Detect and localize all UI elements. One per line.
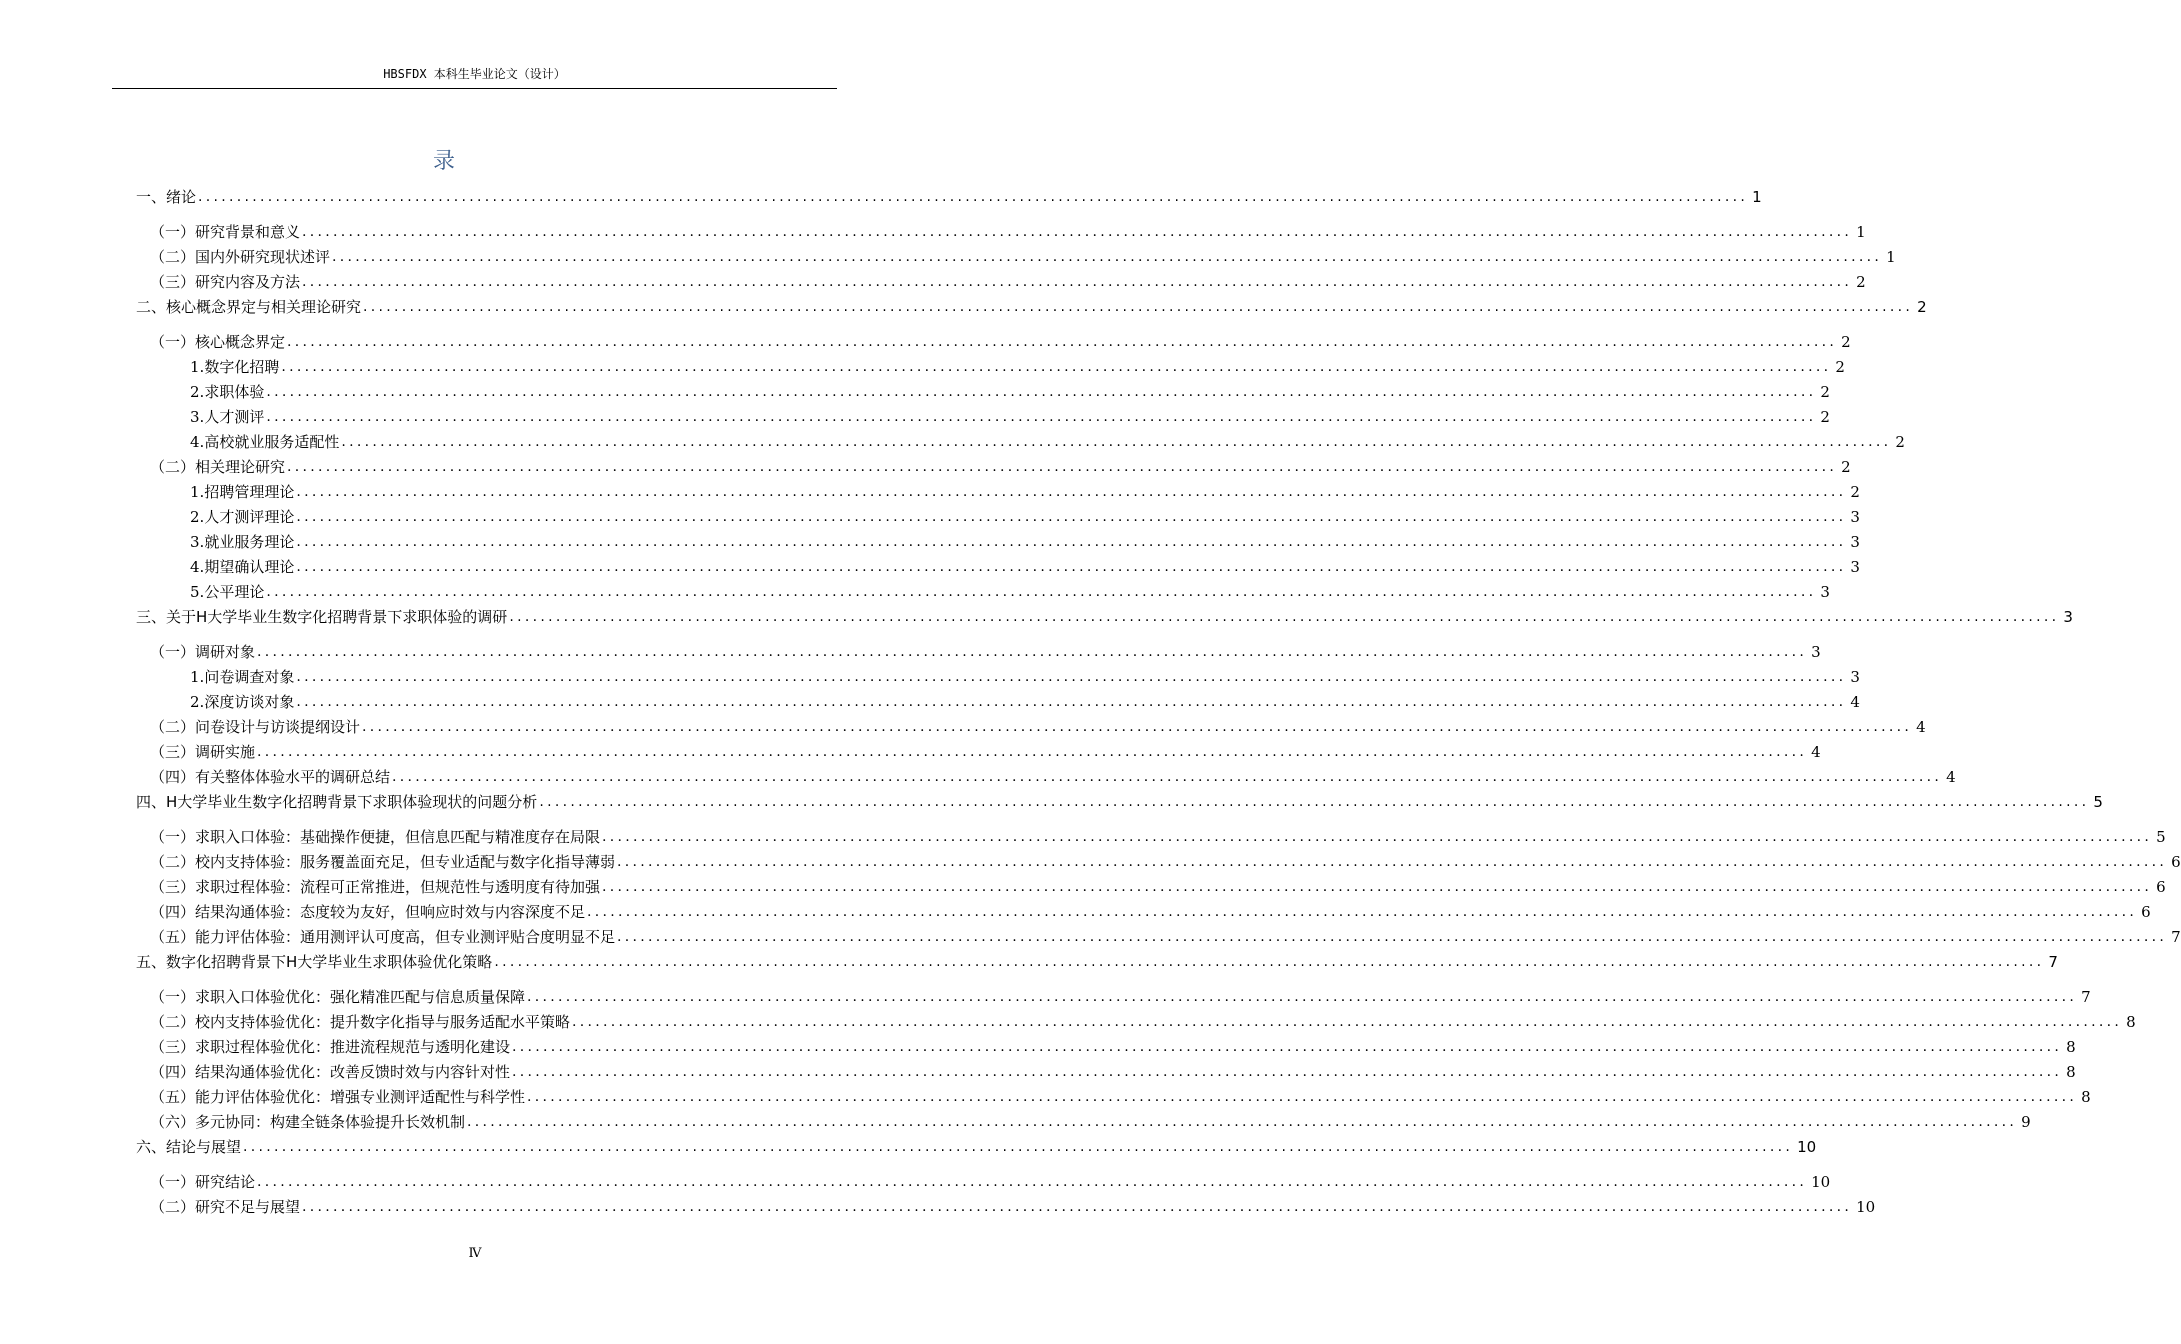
toc-entry-title: 求职过程体验：流程可正常推进，但规范性与透明度有待加强 — [195, 878, 601, 896]
toc-entry-title: 研究内容及方法 — [195, 273, 301, 291]
toc-entry-page: 8 — [2066, 1063, 2076, 1081]
toc-entry-page: 2 — [1820, 383, 1830, 401]
toc-entry-title: 求职入口体验：基础操作便捷，但信息匹配与精准度存在局限 — [195, 828, 601, 846]
toc-leader-dots: ........................................................................................................................................................................................................ — [257, 644, 1808, 660]
toc-entry-title: 核心概念界定与相关理论研究 — [166, 298, 362, 316]
toc-entry[interactable] — [150, 986, 2091, 1008]
toc-entry[interactable] — [136, 186, 1762, 208]
toc-leader-dots: ........................................................................................................................................................................................................ — [266, 409, 1817, 425]
toc-entry-page: 4 — [1811, 743, 1821, 761]
toc-entry[interactable] — [190, 406, 1830, 428]
toc-entry-title: 关于H大学毕业生数字化招聘背景下求职体验的调研 — [166, 608, 508, 626]
toc-entry-number: 2. — [190, 383, 205, 401]
toc-entry[interactable] — [136, 951, 2058, 973]
toc-entry[interactable] — [190, 431, 1905, 453]
toc-entry[interactable] — [190, 531, 1860, 553]
toc-entry-number: （二） — [150, 853, 196, 871]
toc-leader-dots: ........................................................................................................................................................................................................ — [266, 584, 1817, 600]
toc-entry-number: （一） — [150, 828, 196, 846]
toc-entry[interactable] — [150, 246, 1896, 268]
toc-entry-page: 3 — [1850, 508, 1860, 526]
toc-leader-dots: ........................................................................................................................................................................................................ — [509, 609, 2060, 625]
toc-entry-page: 6 — [2141, 903, 2151, 921]
toc-entry-number: （二） — [150, 248, 196, 266]
toc-entry-number: （二） — [150, 1013, 196, 1031]
toc-entry-page: 10 — [1811, 1173, 1831, 1191]
toc-leader-dots: ........................................................................................................................................................................................................ — [296, 534, 1847, 550]
toc-entry-title: 数字化招聘背景下H大学毕业生求职体验优化策略 — [166, 953, 493, 971]
toc-entry-page: 10 — [1856, 1198, 1876, 1216]
toc-entry-page: 3 — [1850, 668, 1860, 686]
toc-entry-page: 2 — [1841, 458, 1851, 476]
toc-entry[interactable] — [150, 716, 1926, 738]
toc-entry-title: 结果沟通体验优化：改善反馈时效与内容针对性 — [195, 1063, 511, 1081]
toc-leader-dots: ........................................................................................................................................................................................................ — [363, 299, 1914, 315]
toc-entry-page: 2 — [1856, 273, 1866, 291]
toc-leader-dots: ........................................................................................................................................................................................................ — [332, 249, 1883, 265]
toc-entry-title: 能力评估体验优化：增强专业测评适配性与科学性 — [195, 1088, 526, 1106]
toc-leader-dots: ........................................................................................................................................................................................................ — [296, 694, 1847, 710]
toc-entry-title: 公平理论 — [204, 583, 265, 601]
toc-entry-title: 研究结论 — [195, 1173, 256, 1191]
toc-entry-title: 期望确认理论 — [204, 558, 295, 576]
toc-leader-dots: ........................................................................................................................................................................................................ — [302, 224, 1853, 240]
toc-entry-title: 求职入口体验优化：强化精准匹配与信息质量保障 — [195, 988, 526, 1006]
toc-entry-number: 5. — [190, 583, 205, 601]
toc-entry-title: 多元协同：构建全链条体验提升长效机制 — [195, 1113, 466, 1131]
toc-leader-dots: ........................................................................................................................................................................................................ — [281, 359, 1832, 375]
toc-entry-page: 8 — [2126, 1013, 2136, 1031]
toc-entry-title: 求职过程体验优化：推进流程规范与透明化建设 — [195, 1038, 511, 1056]
toc-leader-dots: ........................................................................................................................................................................................................ — [467, 1114, 2018, 1130]
toc-entry-title: 结果沟通体验：态度较为友好，但响应时效与内容深度不足 — [195, 903, 586, 921]
toc-entry-page: 7 — [2171, 928, 2181, 946]
toc-entry[interactable] — [150, 876, 2166, 898]
toc-leader-dots: ........................................................................................................................................................................................................ — [392, 769, 1943, 785]
toc-leader-dots: ........................................................................................................................................................................................................ — [602, 879, 2153, 895]
toc-entry[interactable] — [150, 741, 1821, 763]
toc-entry-number: （六） — [150, 1113, 196, 1131]
toc-entry-title: 调研对象 — [195, 643, 256, 661]
toc-entry-number: 三、 — [136, 608, 167, 626]
toc-entry[interactable] — [150, 641, 1821, 663]
toc-entry-page: 2 — [1850, 483, 1860, 501]
toc-entry-number: 1. — [190, 483, 205, 501]
toc-leader-dots: ........................................................................................................................................................................................................ — [617, 929, 2168, 945]
toc-entry-number: 五、 — [136, 953, 167, 971]
toc-leader-dots: ........................................................................................................................................................................................................ — [494, 954, 2045, 970]
toc-entry[interactable] — [150, 1086, 2091, 1108]
toc-entry-page: 2 — [1841, 333, 1851, 351]
toc-entry-page: 6 — [2171, 853, 2181, 871]
toc-entry-title: 深度访谈对象 — [204, 693, 295, 711]
toc-entry-page: 1 — [1752, 188, 1762, 206]
toc-entry-number: （一） — [150, 643, 196, 661]
toc-entry[interactable] — [150, 1036, 2076, 1058]
toc-entry-page: 2 — [1820, 408, 1830, 426]
toc-entry[interactable] — [150, 1011, 2136, 1033]
toc-entry[interactable] — [150, 1171, 1831, 1193]
toc-entry-number: 3. — [190, 533, 205, 551]
toc-entry-title: 高校就业服务适配性 — [204, 433, 340, 451]
toc-entry-page: 3 — [2063, 608, 2073, 626]
toc-entry-page: 7 — [2081, 988, 2091, 1006]
toc-leader-dots: ........................................................................................................................................................................................................ — [296, 559, 1847, 575]
toc-entry-number: （三） — [150, 273, 196, 291]
toc-leader-dots: ........................................................................................................................................................................................................ — [287, 459, 1838, 475]
toc-entry[interactable] — [190, 691, 1860, 713]
toc-entry-title: 求职体验 — [204, 383, 265, 401]
toc-leader-dots: ........................................................................................................................................................................................................ — [287, 334, 1838, 350]
toc-leader-dots: ........................................................................................................................................................................................................ — [512, 1064, 2063, 1080]
toc-entry-title: 结论与展望 — [166, 1138, 242, 1156]
toc-entry-number: 四、 — [136, 793, 167, 811]
toc-entry[interactable] — [150, 766, 1956, 788]
toc-entry-number: 二、 — [136, 298, 167, 316]
toc-entry-number: （五） — [150, 1088, 196, 1106]
toc-entry-page: 4 — [1946, 768, 1956, 786]
toc-entry[interactable] — [190, 381, 1830, 403]
toc-entry-number: （二） — [150, 718, 196, 736]
toc-entry-page: 5 — [2156, 828, 2166, 846]
toc-entry-page: 5 — [2093, 793, 2103, 811]
toc-leader-dots: ........................................................................................................................................................................................................ — [362, 719, 1913, 735]
toc-entry[interactable] — [190, 506, 1860, 528]
toc-entry-title: 问卷设计与访谈提纲设计 — [195, 718, 361, 736]
toc-entry[interactable] — [150, 926, 2181, 948]
toc-entry[interactable] — [150, 456, 1851, 478]
toc-entry-title: 有关整体体验水平的调研总结 — [195, 768, 391, 786]
toc-entry[interactable] — [136, 791, 2103, 813]
toc-leader-dots: ........................................................................................................................................................................................................ — [296, 484, 1847, 500]
toc-entry-page: 3 — [1850, 533, 1860, 551]
toc-entry-title: 能力评估体验：通用测评认可度高，但专业测评贴合度明显不足 — [195, 928, 616, 946]
toc-entry-title: 国内外研究现状述评 — [195, 248, 331, 266]
toc-entry-title: 数字化招聘 — [204, 358, 280, 376]
toc-entry-number: （一） — [150, 333, 196, 351]
toc-entry-title: 研究不足与展望 — [195, 1198, 301, 1216]
toc-entry-number: 1. — [190, 358, 205, 376]
toc-entry-page: 2 — [1917, 298, 1927, 316]
toc-leader-dots: ........................................................................................................................................................................................................ — [302, 1199, 1853, 1215]
toc-entry-title: 核心概念界定 — [195, 333, 286, 351]
toc-entry-number: 3. — [190, 408, 205, 426]
toc-leader-dots: ........................................................................................................................................................................................................ — [302, 274, 1853, 290]
toc-entry[interactable] — [150, 1196, 1876, 1218]
toc-entry[interactable] — [150, 221, 1866, 243]
toc-entry-number: 1. — [190, 668, 205, 686]
toc-entry-page: 1 — [1856, 223, 1866, 241]
toc-leader-dots: ........................................................................................................................................................................................................ — [617, 854, 2168, 870]
toc-entry[interactable] — [190, 481, 1860, 503]
toc-leader-dots: ........................................................................................................................................................................................................ — [198, 189, 1749, 205]
toc-entry[interactable] — [136, 296, 1927, 318]
toc-entry-number: 4. — [190, 433, 205, 451]
toc-entry-page: 8 — [2081, 1088, 2091, 1106]
toc-entry[interactable] — [190, 356, 1845, 378]
toc-entry-number: 4. — [190, 558, 205, 576]
toc-leader-dots: ........................................................................................................................................................................................................ — [341, 434, 1892, 450]
toc-entry[interactable] — [150, 1061, 2076, 1083]
toc-title: 录 — [432, 149, 457, 174]
toc-entry-number: 2. — [190, 508, 205, 526]
toc-entry-title: 问卷调查对象 — [204, 668, 295, 686]
toc-entry-number: （四） — [150, 903, 196, 921]
toc-entry-page: 3 — [1820, 583, 1830, 601]
toc-leader-dots: ........................................................................................................................................................................................................ — [266, 384, 1817, 400]
toc-entry-page: 4 — [1916, 718, 1926, 736]
toc-entry[interactable] — [150, 1111, 2031, 1133]
toc-entry-title: 招聘管理理论 — [204, 483, 295, 501]
toc-entry-number: （五） — [150, 928, 196, 946]
toc-entry-page: 2 — [1895, 433, 1905, 451]
toc-entry-title: 调研实施 — [195, 743, 256, 761]
toc-entry-page: 2 — [1835, 358, 1845, 376]
toc-leader-dots: ........................................................................................................................................................................................................ — [539, 794, 2090, 810]
toc-entry-title: 绪论 — [166, 188, 197, 206]
toc-leader-dots: ........................................................................................................................................................................................................ — [602, 829, 2153, 845]
toc-entry[interactable] — [150, 271, 1866, 293]
toc-entry-page: 4 — [1850, 693, 1860, 711]
toc-entry-page: 3 — [1850, 558, 1860, 576]
toc-entry-title: 就业服务理论 — [204, 533, 295, 551]
toc-entry-number: （二） — [150, 458, 196, 476]
toc-entry-number: （二） — [150, 1198, 196, 1216]
toc-entry-number: （一） — [150, 223, 196, 241]
toc-entry-page: 6 — [2156, 878, 2166, 896]
toc-entry-number: （一） — [150, 1173, 196, 1191]
toc-leader-dots: ........................................................................................................................................................................................................ — [527, 989, 2078, 1005]
toc-entry-page: 3 — [1811, 643, 1821, 661]
toc-entry-page: 9 — [2021, 1113, 2031, 1131]
toc-entry-number: （四） — [150, 1063, 196, 1081]
toc-leader-dots: ........................................................................................................................................................................................................ — [243, 1139, 1794, 1155]
toc-leader-dots: ........................................................................................................................................................................................................ — [257, 744, 1808, 760]
page-number: Ⅳ — [468, 1246, 482, 1261]
toc-leader-dots: ........................................................................................................................................................................................................ — [296, 509, 1847, 525]
toc-entry[interactable] — [150, 331, 1851, 353]
toc-leader-dots: ........................................................................................................................................................................................................ — [512, 1039, 2063, 1055]
toc-entry-number: （四） — [150, 768, 196, 786]
toc-entry-title: H大学毕业生数字化招聘背景下求职体验现状的问题分析 — [166, 793, 538, 811]
toc-entry-number: （一） — [150, 988, 196, 1006]
toc-leader-dots: ........................................................................................................................................................................................................ — [587, 904, 2138, 920]
toc-entry-page: 7 — [2048, 953, 2058, 971]
toc-entry-page: 1 — [1886, 248, 1896, 266]
toc-entry-title: 校内支持体验：服务覆盖面充足，但专业适配与数字化指导薄弱 — [195, 853, 616, 871]
toc-entry[interactable] — [190, 556, 1860, 578]
toc-entry[interactable] — [136, 606, 2073, 628]
toc-entry-number: 2. — [190, 693, 205, 711]
toc-entry-title: 相关理论研究 — [195, 458, 286, 476]
running-header-text: HBSFDX 本科生毕业论文（设计） — [383, 67, 566, 81]
toc-entry-number: 一、 — [136, 188, 167, 206]
toc-entry-page: 10 — [1797, 1138, 1817, 1156]
toc-leader-dots: ........................................................................................................................................................................................................ — [257, 1174, 1808, 1190]
toc-entry-number: （三） — [150, 743, 196, 761]
toc-leader-dots: ........................................................................................................................................................................................................ — [527, 1089, 2078, 1105]
toc-entry-page: 8 — [2066, 1038, 2076, 1056]
toc-entry-number: （三） — [150, 1038, 196, 1056]
toc-entry[interactable] — [150, 901, 2151, 923]
toc-leader-dots: ........................................................................................................................................................................................................ — [296, 669, 1847, 685]
toc-entry[interactable] — [190, 581, 1830, 603]
toc-entry-title: 人才测评 — [204, 408, 265, 426]
toc-entry-title: 研究背景和意义 — [195, 223, 301, 241]
toc-entry[interactable] — [136, 1136, 1817, 1158]
toc-entry-number: 六、 — [136, 1138, 167, 1156]
toc-entry-title: 人才测评理论 — [204, 508, 295, 526]
toc-leader-dots: ........................................................................................................................................................................................................ — [572, 1014, 2123, 1030]
toc-entry-number: （三） — [150, 878, 196, 896]
toc-entry[interactable] — [150, 851, 2181, 873]
toc-entry[interactable] — [150, 826, 2166, 848]
toc-entry[interactable] — [190, 666, 1860, 688]
toc-entry-title: 校内支持体验优化：提升数字化指导与服务适配水平策略 — [195, 1013, 571, 1031]
